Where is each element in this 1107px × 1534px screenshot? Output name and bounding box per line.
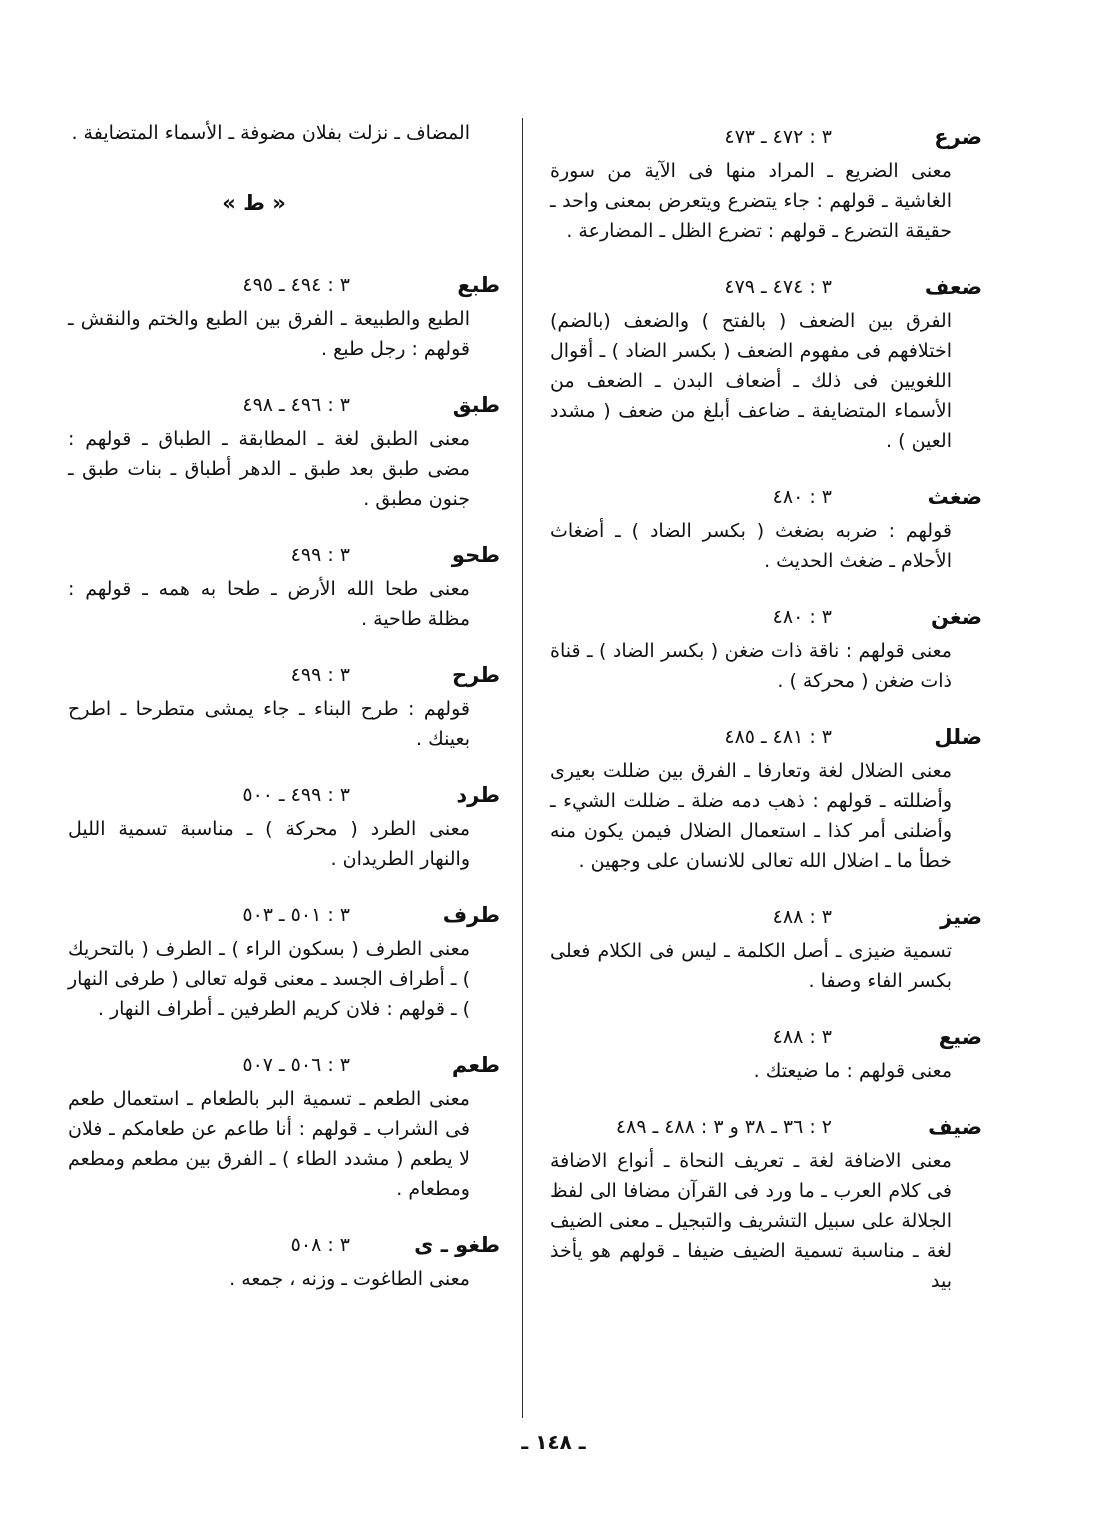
entry-root: طرد <box>456 783 500 807</box>
entry-text: معنى قولهم : ناقة ذات ضغن ( بكسر الضاد ) ـ قناة ذات ضغن ( محركة ) . <box>550 640 952 692</box>
entry-reference: ٣ : ٤٩٩ <box>290 544 350 566</box>
entry-dll <box>550 718 982 876</box>
entry-reference: ٣ : ٥٠٦ ـ ٥٠٧ <box>242 1054 350 1076</box>
entry-t3m <box>68 1046 500 1204</box>
entry-root: طرف <box>442 903 500 927</box>
entry-reference: ٣ : ٥٠٨ <box>290 1234 350 1256</box>
entry-text: تسمية ضيزى ـ أصل الكلمة ـ ليس فى الكلام فعلى بكسر الفاء وصفا . <box>550 940 952 992</box>
entry-dy3 <box>550 1018 982 1086</box>
entry-reference: ٣ : ٤٨٠ <box>772 486 832 508</box>
entry-trd <box>68 776 500 874</box>
entry-text: قولهم : ضربه بضغث ( بكسر الضاد ) ـ أضغاث الأحلام ـ ضغث الحديث . <box>550 520 952 572</box>
entry-continuation <box>68 118 500 148</box>
entry-root: طعم <box>451 1053 500 1077</box>
entry-reference: ٣ : ٤٨٨ <box>772 1026 832 1048</box>
entry-text: معنى الضلال لغة وتعارفا ـ الفرق بين ضللت بعيرى وأضللته ـ قولهم : ذهب دمه ضلة ـ ضللت الشيء ـ وأضلنى أمر كذا ـ استعمال الضلال فيمن يكون منه خطأ ما ـ اضلال الله تعالى للانسان على وجهين . <box>550 760 952 872</box>
entry-dghth <box>550 478 982 576</box>
entry-root: طحو <box>451 543 500 567</box>
entry-text: معنى الطعم ـ تسمية البر بالطعام ـ استعمال طعم فى الشراب ـ قولهم : أنا طاعم عن طعامكم ـ فلان لا يطعم ( مشدد الطاء ) ـ الفرق بين مطعم ومطعم ومطعام . <box>68 1088 470 1200</box>
entry-tghw <box>68 1226 500 1294</box>
entry-tbq <box>68 386 500 514</box>
entry-root: ضيز <box>940 905 982 929</box>
entry-root: طرح <box>452 663 500 687</box>
entry-text: الفرق بين الضعف ( بالفتح ) والضعف (بالضم) اختلافهم فى مفهوم الضعف ( بكسر الضاد ) ـ أقوال اللغويين فى ذلك ـ أضعاف البدن ـ الضعف من الأسماء المتضايفة ـ ضاعف أبلغ من ضعف ( مشدد العين ) . <box>550 310 952 452</box>
entry-text: معنى الطبق لغة ـ المطابقة ـ الطباق ـ قولهم : مضى طبق بعد طبق ـ الدهر أطباق ـ بنات طبق ـ جنون مطبق . <box>68 428 470 510</box>
entry-reference: ٣ : ٤٨٨ <box>772 906 832 928</box>
entry-text: قولهم : طرح البناء ـ جاء يمشى متطرحا ـ اطرح بعينك . <box>68 698 470 750</box>
entry-dyf <box>550 1108 982 1296</box>
entry-d3f <box>550 268 982 456</box>
entry-root: ضيف <box>928 1115 982 1139</box>
entry-root: ضرع <box>934 125 982 149</box>
entry-text: معنى طحا الله الأرض ـ طحا به همه ـ قولهم : مظلة طاحية . <box>68 578 470 630</box>
entry-root: طبق <box>452 393 500 417</box>
entry-reference: ٣ : ٤٧٤ ـ ٤٧٩ <box>724 276 832 298</box>
entry-dr3 <box>550 118 982 246</box>
entry-text: معنى الضريع ـ المراد منها فى الآية من سورة الغاشية ـ قولهم : جاء يتضرع ويتعرض بمعنى واحد ـ حقيقة التضرع ـ قولهم : تضرع الظل ـ المضارعة . <box>550 160 952 242</box>
page-number: ـ ١٤٨ ـ <box>521 1430 586 1454</box>
entry-reference: ٣ : ٤٩٩ <box>290 664 350 686</box>
entry-root: طغو ـ ى <box>414 1233 500 1257</box>
entry-reference: ٣ : ٤٩٦ ـ ٤٩٨ <box>242 394 350 416</box>
entry-root: ضيع <box>938 1025 982 1049</box>
entry-reference: ٣ : ٤٨٠ <box>772 606 832 628</box>
entry-trh <box>68 656 500 754</box>
section-heading: « ط » <box>222 191 286 215</box>
entry-text: معنى الطاغوت ـ وزنه ، جمعه . <box>229 1268 470 1290</box>
entry-root: ضغن <box>930 605 982 629</box>
continuation-text: المضاف ـ نزلت بفلان مضوفة ـ الأسماء المتضايفة . <box>71 122 470 144</box>
entry-root: طبع <box>457 273 500 297</box>
entry-text: معنى الطرف ( بسكون الراء ) ـ الطرف ( بالتحريك ) ـ أطراف الجسد ـ معنى قوله تعالى ( طرفى النهار ) ـ قولهم : فلان كريم الطرفين ـ أطراف النهار . <box>68 938 470 1020</box>
entry-reference: ٣ : ٤٧٢ ـ ٤٧٣ <box>724 126 832 148</box>
entry-root: ضعف <box>924 275 982 299</box>
entry-reference: ٣ : ٤٩٤ ـ ٤٩٥ <box>242 274 350 296</box>
entry-reference: ٣ : ٤٩٩ ـ ٥٠٠ <box>242 784 350 806</box>
entry-thw <box>68 536 500 634</box>
entry-text: معنى قولهم : ما ضيعتك . <box>753 1060 952 1082</box>
entry-dyz <box>550 898 982 996</box>
entry-reference: ٣ : ٤٨١ ـ ٤٨٥ <box>724 726 832 748</box>
entry-text: معنى الاضافة لغة ـ تعريف النحاة ـ أنواع الاضافة فى كلام العرب ـ ما ورد فى القرآن مضافا الى لفظ الجلالة على سبيل التشريف والتبجيل ـ معنى الضيف لغة ـ مناسبة تسمية الضيف ضيفا ـ قولهم هو يأخذ بيد <box>550 1150 952 1292</box>
entry-reference: ٢ : ٣٦ ـ ٣٨ و ٣ : ٤٨٨ ـ ٤٨٩ <box>615 1116 832 1138</box>
entry-text: الطبع والطبيعة ـ الفرق بين الطبع والختم والنقش ـ قولهم : رجل طبع . <box>68 308 470 360</box>
entry-dghn <box>550 598 982 696</box>
entry-tb3 <box>68 266 500 364</box>
entry-trf <box>68 896 500 1024</box>
entry-root: ضلل <box>934 725 982 749</box>
column-divider <box>522 118 523 1418</box>
right-column <box>550 118 982 1318</box>
entry-text: معنى الطرد ( محركة ) ـ مناسبة تسمية الليل والنهار الطريدان . <box>68 818 470 870</box>
entry-root: ضغث <box>927 485 982 509</box>
left-column <box>68 118 500 1316</box>
entry-reference: ٣ : ٥٠١ ـ ٥٠٣ <box>242 904 350 926</box>
